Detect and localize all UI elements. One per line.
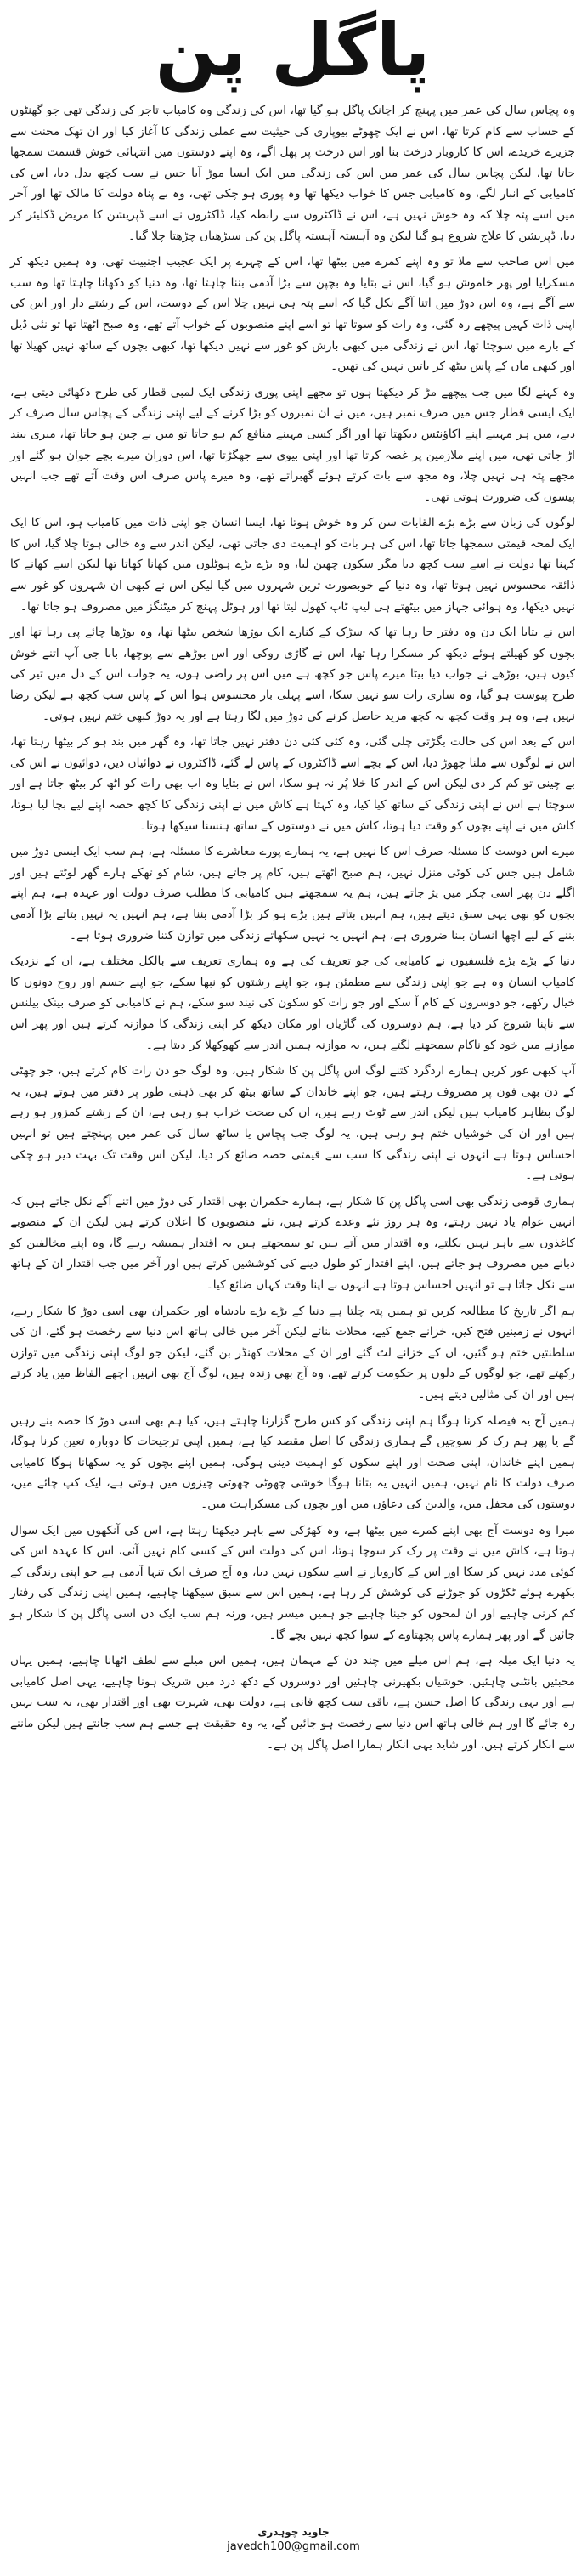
- article-paragraph: اس کے بعد اس کی حالت بگڑتی چلی گئی، وہ کئی کئی دن دفتر نہیں جاتا تھا، وہ گھر میں بند ہو کر بیٹھا رہتا تھا، اس نے لوگوں سے ملنا چھوڑ دیا، اس کے بچے اسے ڈاکٹروں کے پاس لے گئے، ڈاکٹروں نے دوائیاں دیں، دوائیوں نے اس کی بے چینی تو کم کر دی لیکن اس کے اندر کا خلا پُر نہ ہو سکا، اس نے بتایا وہ اب بھی رات کو اٹھ کر بیٹھ جاتا ہے اور سوچتا ہے اس نے اپنی زندگی کے ساتھ کیا کیا، وہ کہتا ہے کاش میں نے اپنی زندگی کا کچھ حصہ اپنے لیے بچا لیا ہوتا، کاش میں نے اپنے بچوں کو وقت دیا ہوتا، کاش میں نے دوستوں کے ساتھ ہنسنا سیکھا ہوتا۔: [10, 735, 575, 833]
- article-paragraph: میرے اس دوست کا مسئلہ صرف اس کا نہیں ہے، یہ ہمارے پورے معاشرے کا مسئلہ ہے، ہم سب ایک ایسی دوڑ میں شامل ہیں جس کی کوئی منزل نہیں، ہم صبح اٹھتے ہیں، کام پر جاتے ہیں، شام کو تھکے ہارے گھر لوٹتے ہیں اور اگلے دن پھر اسی چکر میں پڑ جاتے ہیں، ہم یہ سمجھتے ہیں کامیابی کا مطلب صرف دولت اور عہدہ ہے، ہم اپنے بچوں کو بھی یہی سبق دیتے ہیں، ہم انہیں بتاتے ہیں بڑے ہو کر بڑا آدمی بننا ہے، ہم انہیں یہ نہیں بتاتے بڑا آدمی بننے کے لیے اچھا انسان بننا ضروری ہے، ہم انہیں یہ نہیں سکھاتے زندگی میں توازن کتنا ضروری ہوتا ہے۔: [10, 845, 575, 943]
- article-paragraph: میں اس صاحب سے ملا تو وہ اپنے کمرے میں بیٹھا تھا، اس کے چہرے پر ایک عجیب اجنبیت تھی، وہ ہمیں دیکھ کر مسکرایا اور پھر خاموش ہو گیا، اس نے بتایا وہ بچپن سے بڑا آدمی بننا چاہتا تھا، وہ دنیا کو دکھانا چاہتا تھا وہ سب سے آگے ہے، وہ اس دوڑ میں اتنا آگے نکل گیا کہ اسے پتہ ہی نہیں چلا اس کے دوست، اس کے رشتے دار اور اس کی اپنی ذات کہیں پیچھے رہ گئی، وہ رات کو سوتا تھا تو اسے اپنے منصوبوں کے خواب آتے تھے، وہ صبح اٹھتا تھا تو نئی ڈیل کے بارے میں سوچتا تھا، اس نے زندگی میں کبھی بارش کو غور سے نہیں دیکھا تھا، کبھی بچوں کے ساتھ نہیں کھیلا تھا اور کبھی ماں کے پاس بیٹھ کر باتیں نہیں کی تھیں۔: [10, 255, 575, 374]
- article-paragraph: آپ کبھی غور کریں ہمارے اردگرد کتنے لوگ اس پاگل پن کا شکار ہیں، وہ لوگ جو دن رات کام کرتے ہیں، جو چھٹی کے دن بھی فون پر مصروف رہتے ہیں، جو اپنے خاندان کے ساتھ بیٹھ کر بھی ذہنی طور پر دفتر میں ہوتے ہیں، یہ لوگ بظاہر کامیاب ہیں لیکن اندر سے ٹوٹ رہے ہیں، ان کی صحت خراب ہو رہی ہے، ان کے رشتے کمزور ہو رہے ہیں اور ان کی خوشیاں ختم ہو رہی ہیں، یہ لوگ جب پچاس یا ساٹھ سال کی عمر میں پہنچتے ہیں تو انہیں احساس ہوتا ہے انہوں نے اپنی زندگی کا سب سے قیمتی حصہ ضائع کر دیا، لیکن اس وقت تک بہت دیر ہو چکی ہوتی ہے۔: [10, 1064, 575, 1183]
- author-email[interactable]: javedch100@gmail.com: [227, 2540, 360, 2553]
- article-paragraph: دنیا کے بڑے بڑے فلسفیوں نے کامیابی کی جو تعریف کی ہے وہ ہماری تعریف سے بالکل مختلف ہے، ان کے نزدیک کامیاب انسان وہ ہے جو اپنی زندگی سے مطمئن ہو، جو اپنے رشتوں کو نبھا سکے، جو اپنے جسم اور روح دونوں کا خیال رکھے، جو دوسروں کے کام آ سکے اور جو رات کو سکون کی نیند سو سکے، ہم نے کامیابی کو صرف بینک بیلنس سے ناپنا شروع کر دیا ہے، ہم دوسروں کی گاڑیاں اور مکان دیکھ کر اپنی زندگی کا موازنہ کرتے ہیں اور پھر اس موازنے میں خود کو ناکام سمجھنے لگتے ہیں، یہ موازنہ ہمیں اندر سے کھوکھلا کر دیتا ہے۔: [10, 954, 575, 1052]
- article-paragraph: میرا وہ دوست آج بھی اپنے کمرے میں بیٹھا ہے، وہ کھڑکی سے باہر دیکھتا رہتا ہے، اس کی آنکھوں میں ایک سوال ہوتا ہے، کاش میں نے وقت پر رک کر سوچا ہوتا، اس کی دولت اس کے کسی کام نہیں آئی، اس کا عہدہ اس کی کوئی مدد نہیں کر سکا اور اس کے کاروبار نے اسے سکون نہیں دیا، وہ آج صرف ایک تنہا آدمی ہے جو اپنی زندگی کے بکھرے ہوئے ٹکڑوں کو جوڑنے کی کوشش کر رہا ہے، ہمیں اس سے سبق سیکھنا چاہیے، ہمیں اپنی زندگی کی رفتار کم کرنی چاہیے اور ان لمحوں کو جینا چاہیے جو ہمیں میسر ہیں، ورنہ ہم سب ایک دن اسی پاگل پن کا شکار ہو جائیں گے اور پھر ہمارے پاس پچھتاوے کے سوا کچھ نہیں بچے گا۔: [10, 1523, 575, 1642]
- article-paragraph: یہ دنیا ایک میلہ ہے، ہم اس میلے میں چند دن کے مہمان ہیں، ہمیں اس میلے سے لطف اٹھانا چاہیے، ہمیں یہاں محبتیں بانٹنی چاہئیں، خوشیاں بکھیرنی چاہئیں اور دوسروں کے دکھ درد میں شریک ہونا چاہیے، یہی اصل کامیابی ہے اور یہی زندگی کا اصل حسن ہے، باقی سب کچھ فانی ہے، دولت بھی، شہرت بھی اور اقتدار بھی، یہ سب یہیں رہ جائے گا اور ہم خالی ہاتھ اس دنیا سے رخصت ہو جائیں گے، یہ وہ حقیقت ہے جسے ہم سب جانتے ہیں لیکن ماننے سے انکار کرتے ہیں، اور شاید یہی انکار ہمارا اصل پاگل پن ہے۔: [10, 1654, 575, 1752]
- article-body: [10, 100, 575, 1755]
- article-paragraph: ہم اگر تاریخ کا مطالعہ کریں تو ہمیں پتہ چلتا ہے دنیا کے بڑے بڑے بادشاہ اور حکمران بھی اسی دوڑ کا شکار رہے، انہوں نے زمینیں فتح کیں، خزانے جمع کیے، محلات بنائے لیکن آخر میں خالی ہاتھ اس دنیا سے رخصت ہو گئے، ان کی سلطنتیں ختم ہو گئیں، ان کے خزانے لٹ گئے اور ان کے محلات کھنڈر بن گئے، لیکن جو لوگ اپنی زندگی میں توازن رکھتے تھے، جو لوگوں کے دلوں پر حکومت کرتے تھے، وہ آج بھی زندہ ہیں، لوگ آج بھی انہیں اچھے الفاظ میں یاد کرتے ہیں اور ان کی مثالیں دیتے ہیں۔: [10, 1304, 575, 1402]
- article-paragraph: ہمیں آج یہ فیصلہ کرنا ہوگا ہم اپنی زندگی کو کس طرح گزارنا چاہتے ہیں، کیا ہم بھی اسی دوڑ کا حصہ بنے رہیں گے یا پھر ہم رک کر سوچیں گے ہماری زندگی کا اصل مقصد کیا ہے، ہمیں اپنی ترجیحات کا دوبارہ تعین کرنا ہوگا، ہمیں اپنے خاندان، اپنی صحت اور اپنے سکون کو اہمیت دینی ہوگی، ہمیں اپنے بچوں کو یہ سکھانا ہوگا کامیابی صرف دولت کا نام نہیں، ہمیں انہیں یہ بتانا ہوگا خوشی چھوٹی چھوٹی چیزوں میں ہوتی ہے، ایک کپ چائے میں، دوستوں کی محفل میں، والدین کی دعاؤں میں اور بچوں کی مسکراہٹ میں۔: [10, 1413, 575, 1511]
- author-name: جاوید چوہدری: [257, 2526, 330, 2538]
- article-paragraph: ہماری قومی زندگی بھی اسی پاگل پن کا شکار ہے، ہمارے حکمران بھی اقتدار کی دوڑ میں اتنے آگے نکل جاتے ہیں کہ انہیں عوام یاد نہیں رہتے، وہ ہر روز نئے وعدے کرتے ہیں، نئے منصوبوں کا اعلان کرتے ہیں لیکن ان کے منصوبے کاغذوں سے باہر نہیں نکلتے، وہ اقتدار میں آتے ہیں تو سمجھتے ہیں یہ اقتدار ہمیشہ رہے گا، وہ اپنے مخالفین کو دبانے میں مصروف ہو جاتے ہیں، اپنے اقتدار کو طول دینے کی کوششیں کرتے ہیں اور آخر میں جب اقتدار ان کے ہاتھ سے نکل جاتا ہے تو انہیں احساس ہوتا ہے انہوں نے اپنا وقت کہاں ضائع کیا۔: [10, 1194, 575, 1293]
- article-paragraph: وہ کہنے لگا میں جب پیچھے مڑ کر دیکھتا ہوں تو مجھے اپنی پوری زندگی ایک لمبی قطار کی طرح دکھائی دیتی ہے، ایک ایسی قطار جس میں صرف نمبر ہیں، میں نے ان نمبروں کو بڑا کرنے کے لیے اپنی زندگی کے پچاس سال صرف کر دیے، میں ہر مہینے اپنے اکاؤنٹس دیکھتا تھا اور اگر کسی مہینے منافع کم ہو جاتا تو میں بے چین ہو جاتا تھا، میری نیند اڑ جاتی تھی، میں اپنے ملازمین پر غصہ کرتا تھا اور اپنی بیوی سے جھگڑتا تھا، اس دوران میرے بچے جوان ہو گئے اور مجھے پتہ ہی نہیں چلا، وہ مجھ سے بات کرتے ہوئے گھبراتے تھے، وہ میرے پاس صرف اس وقت آتے تھے جب انہیں پیسوں کی ضرورت ہوتی تھی۔: [10, 385, 575, 504]
- byline: [0, 2524, 587, 2555]
- article-paragraph: وہ پچاس سال کی عمر میں پہنچ کر اچانک پاگل ہو گیا تھا، اس کی زندگی وہ کامیاب تاجر کی زندگی تھی جو گھنٹوں کے حساب سے کام کرتا تھا، اس نے ایک چھوٹے بیوپاری کی حیثیت سے عملی زندگی کا آغاز کیا اور ان تھک محنت سے جزیرے خریدے، اس کا کاروبار درخت بنا اور اس درخت پر پھل اگے، وہ اپنے دوستوں میں انتہائی خوش قسمت سمجھا جاتا تھا، لیکن پچاس سال کی عمر میں اس کی زندگی میں ایک ایسا موڑ آیا جس نے سب کچھ بدل دیا، اس کی کامیابی کے انبار لگے، وہ کامیابی جس کا خواب دیکھا تھا وہ پوری ہو چکی تھی، وہ بے پناہ دولت کا مالک تھا اور آخر میں اسے پتہ چلا کہ وہ خوش نہیں ہے، اس نے ڈاکٹروں سے رابطہ کیا، ڈاکٹروں نے اسے ڈپریشن کا مریض ڈکلیئر کر دیا، ڈپریشن کا علاج شروع ہو گیا لیکن وہ آہستہ آہستہ پاگل پن کی سیڑھیاں چڑھتا چلا گیا۔: [10, 104, 575, 243]
- headline: پاگل پن: [155, 8, 431, 92]
- article-paragraph: اس نے بتایا ایک دن وہ دفتر جا رہا تھا کہ سڑک کے کنارے ایک بوڑھا شخص بیٹھا تھا، وہ بوڑھا چائے پی رہا تھا اور بچوں کو کھیلتے ہوئے دیکھ کر مسکرا رہا تھا، اس نے گاڑی روکی اور اس بوڑھے سے پوچھا، بابا جی آپ اتنے خوش کیوں ہیں، بوڑھے نے جواب دیا بیٹا میرے پاس جو کچھ ہے میں اس پر راضی ہوں، یہ جواب اس کے دل میں تیر کی طرح پیوست ہو گیا، وہ ساری رات سو نہیں سکا، اسے پہلی بار محسوس ہوا اس کے پاس سب کچھ ہے لیکن رضا نہیں ہے، وہ ہر وقت کچھ نہ کچھ مزید حاصل کرنے کی دوڑ میں لگا رہتا ہے اور یہ دوڑ کبھی ختم نہیں ہوتی۔: [10, 626, 575, 723]
- article-paragraph: لوگوں کی زبان سے بڑے بڑے القابات سن کر وہ خوش ہوتا تھا، ایسا انسان جو اپنی ذات میں کامیاب ہو، اس کا ایک ایک لمحہ قیمتی سمجھا جاتا تھا، اس کی ہر بات کو اہمیت دی جاتی تھی، لیکن اندر سے وہ خالی ہوتا چلا گیا، اس کا کہنا تھا دولت نے اسے سب کچھ دیا مگر سکون چھین لیا، وہ بڑے بڑے ہوٹلوں میں کھانا کھاتا تھا لیکن اسے کھانے کا ذائقہ محسوس نہیں ہوتا تھا، وہ دنیا کے خوبصورت ترین شہروں میں گیا لیکن اس نے کبھی ان شہروں کو غور سے نہیں دیکھا، وہ ہوائی جہاز میں بیٹھتے ہی لیپ ٹاپ کھول لیتا تھا اور ہوٹل پہنچ کر میٹنگز میں مصروف ہو جاتا تھا۔: [10, 516, 575, 614]
